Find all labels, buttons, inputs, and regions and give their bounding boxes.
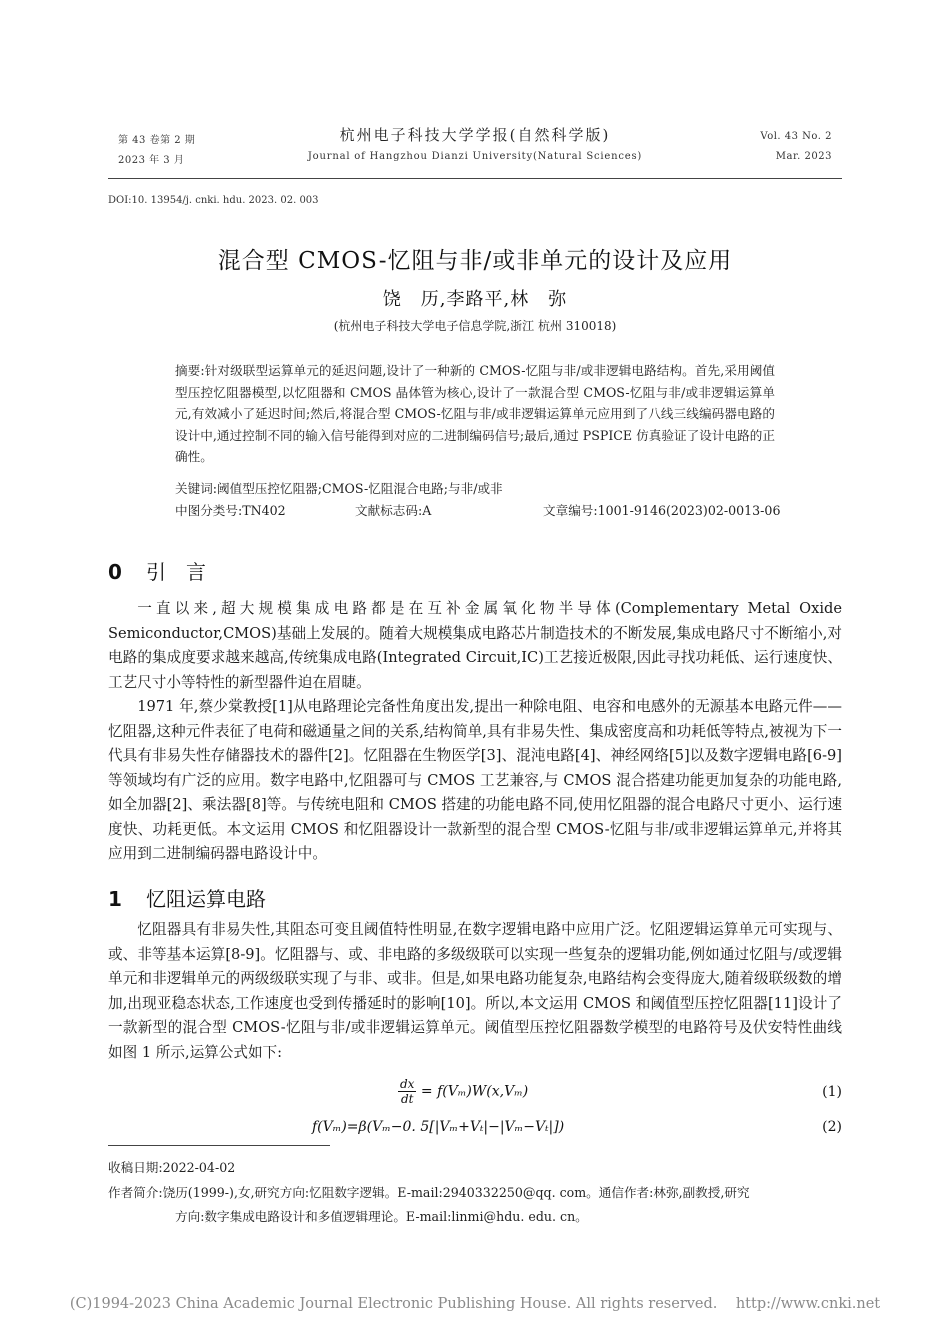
doi: DOI:10. 13954/j. cnki. hdu. 2023. 02. 003 xyxy=(108,195,319,206)
document-code: 文献标志码:A xyxy=(355,503,432,518)
volume-en: Vol. 43 No. 2 xyxy=(760,131,832,142)
author-bio-line-1: 作者简介:饶历(1999-),女,研究方向:忆阻数字逻辑。E-mail:2940332250@qq. com。通信作者:林弥,副教授,研究 xyxy=(108,1185,750,1200)
equation-2: f(Vₘ)=β(Vₘ−0. 5[|Vₘ+Vₜ|−|Vₘ−Vₜ|]) xyxy=(312,1119,565,1135)
section-1-title: 忆阻运算电路 xyxy=(146,887,266,911)
equation-1-fraction xyxy=(398,1077,416,1106)
affiliation: (杭州电子科技大学电子信息学院,浙江 杭州 310018) xyxy=(333,319,617,333)
section-1-paragraph-1: 忆阻器具有非易失性,其阻态可变且阈值特性明显,在数字逻辑电路中应用广泛。忆阻逻辑运算单元可实现与、或、非等基本运算[8-9]。忆阻器与、或、非电路的多级级联可以实现一些复杂的逻辑功能,例如通过忆阻与/或逻辑单元和非逻辑单元的两级级联实现了与非、或非。但是,如果电路功能复杂,电路结构会变得庞大,随着级联级数的增加,出现亚稳态状态,工作速度也受到传播延时的影响[10]。所以,本文运用 CMOS 和阈值型压控忆阻器[11]设计了一款新型的混合型 CMOS-忆阻与非/或非逻辑运算单元。阈值型压控忆阻器数学模型的电路符号及伏安特性曲线如图 1 所示,运算公式如下: xyxy=(108,921,842,1061)
author-bio-line-2: 方向:数字集成电路设计和多值逻辑理论。E-mail:linmi@hdu. edu. cn。 xyxy=(175,1209,588,1224)
copyright-footer: (C)1994-2023 China Academic Journal Electronic Publishing House. All rights reserved. http://www.cnki.net xyxy=(69,1296,881,1312)
journal-title: 杭州电子科技大学学报(自然科学版) xyxy=(339,126,611,144)
section-0-paragraph-2: 1971 年,蔡少棠教授[1]从电路理论完备性角度出发,提出一种除电阻、电容和电感外的无源基本电路元件——忆阻器,这种元件表征了电荷和磁通量之间的关系,结构简单,具有非易失性、集成密度高和功耗低等特点,被视为下一代具有非易失性存储器技术的器件[2]。忆阻器在生物医学[3]、混沌电路[4]、神经网络[5]以及数字逻辑电路[6-9]等领域均有广泛的应用。数字电路中,忆阻器可与 CMOS 工艺兼容,与 CMOS 混合搭建功能更加复杂的功能电路,如全加器[2]、乘法器[8]等。与传统电阻和 CMOS 搭建的功能电路不同,使用忆阻器的混合电路尺寸更小、运行速度快、功耗更低。本文运用 CMOS 和忆阻器设计一款新型的混合型 CMOS-忆阻与非/或非逻辑运算单元,并将其应用到二进制编码器电路设计中。 xyxy=(108,698,842,862)
section-1-body xyxy=(108,918,842,1065)
section-0-heading xyxy=(108,556,206,585)
footnote-rule xyxy=(108,1145,330,1146)
abstract: 摘要:针对级联型运算单元的延迟问题,设计了一种新的 CMOS-忆阻与非/或非逻辑电路结构。首先,采用阈值型压控忆阻器模型,以忆阻器和 CMOS 晶体管为核心,设计了一款混合型 CMOS-忆阻与非/或非逻辑运算单元,有效减小了延迟时间;然后,将混合型 CMOS-忆阻与非/或非逻辑运算单元应用到了八线三线编码器电路的设计中,通过控制不同的输入信号能得到对应的二进制编码信号;最后,通过 PSPICE 仿真验证了设计电路的正确性。 xyxy=(175,363,775,464)
date-en: Mar. 2023 xyxy=(775,151,832,162)
equation-1-rhs: = f(Vₘ)W(x,Vₘ) xyxy=(420,1083,529,1100)
equation-1-label: (1) xyxy=(822,1084,842,1100)
equation-1-denominator: dt xyxy=(400,1092,414,1106)
section-0-body xyxy=(108,597,842,867)
classification: 中图分类号:TN402 xyxy=(175,503,286,518)
journal-title-en: Journal of Hangzhou Dianzi University(Natural Sciences) xyxy=(307,151,643,162)
keywords: 关键词:阈值型压控忆阻器;CMOS-忆阻混合电路;与非/或非 xyxy=(175,481,503,496)
date-cn: 2023 年 3 月 xyxy=(118,155,185,166)
received-date: 收稿日期:2022-04-02 xyxy=(108,1160,236,1175)
equation-2-label: (2) xyxy=(822,1119,842,1135)
section-1-heading xyxy=(108,883,266,912)
volume-cn: 第 43 卷第 2 期 xyxy=(118,135,196,146)
equation-1-numerator: dx xyxy=(400,1077,415,1091)
section-0-title: 引 言 xyxy=(146,560,206,584)
header-rule xyxy=(108,178,842,179)
authors: 饶 历,李路平,林 弥 xyxy=(382,289,568,310)
article-number: 文章编号:1001-9146(2023)02-0013-06 xyxy=(543,503,781,518)
section-0-paragraph-1: 一直以来,超大规模集成电路都是在互补金属氧化物半导体(Complementary Metal Oxide Semiconductor,CMOS)基础上发展的。随着大规模集成电路芯片制造技术的不断发展,集成电路尺寸不断缩小,对电路的集成度要求越来越高,传统集成电路(Integrated Circuit,IC)工艺接近极限,因此寻找功耗低、运行速度快、工艺尺寸小等特性的新型器件迫在眉睫。 xyxy=(108,600,842,691)
section-0-number: 0 xyxy=(108,560,122,584)
paper-title: 混合型 CMOS-忆阻与非/或非单元的设计及应用 xyxy=(217,248,733,274)
equation-1 xyxy=(398,1077,528,1106)
section-1-number: 1 xyxy=(108,887,122,911)
